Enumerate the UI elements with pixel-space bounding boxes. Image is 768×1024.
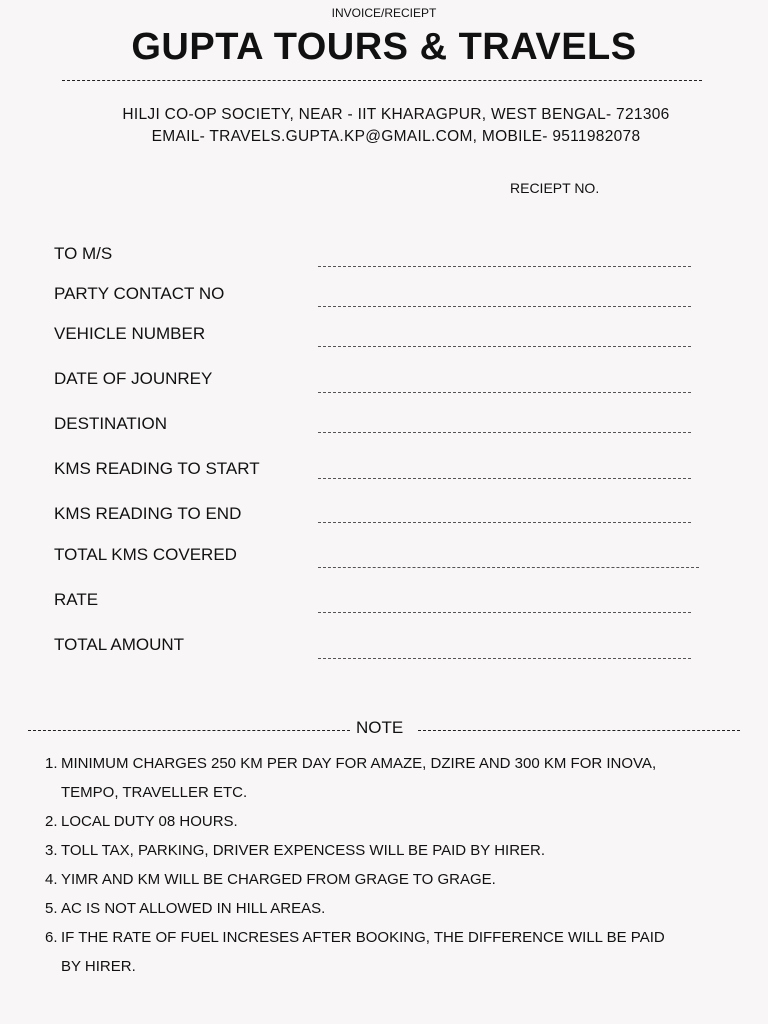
field-label-vehicle-number: VEHICLE NUMBER <box>54 324 206 343</box>
note-item <box>45 894 745 923</box>
field-line-total-kms <box>318 567 699 568</box>
field-line-party-contact <box>318 306 691 307</box>
note-number: 6. <box>45 929 58 946</box>
note-text: MINIMUM CHARGES 250 KM PER DAY FOR AMAZE, DZIRE AND 300 KM FOR INOVA, <box>61 755 657 772</box>
note-divider-right <box>418 730 740 731</box>
receipt-number-label: RECIEPT NO. <box>510 180 600 196</box>
field-line-total-amount <box>318 658 691 659</box>
note-item <box>45 865 745 894</box>
company-contact: EMAIL- TRAVELS.GUPTA.KP@GMAIL.COM, MOBILE- 9511982078 <box>151 128 641 145</box>
company-title: GUPTA TOURS & TRAVELS <box>131 26 637 68</box>
field-label-date-of-journey: DATE OF JOUNREY <box>54 369 213 388</box>
note-divider-left <box>28 730 350 731</box>
document-type-label: INVOICE/RECIEPT <box>331 6 437 20</box>
note-text: AC IS NOT ALLOWED IN HILL AREAS. <box>61 900 326 917</box>
field-label-kms-end: KMS READING TO END <box>54 504 242 523</box>
field-label-party-contact: PARTY CONTACT NO <box>54 284 225 303</box>
company-address: HILJI CO-OP SOCIETY, NEAR - IIT KHARAGPUR, WEST BENGAL- 721306 <box>122 106 670 123</box>
field-line-kms-start <box>318 478 691 479</box>
field-line-kms-end <box>318 522 691 523</box>
field-label-kms-start: KMS READING TO START <box>54 459 260 478</box>
note-heading-text: NOTE <box>356 718 404 737</box>
field-label-total-kms: TOTAL KMS COVERED <box>54 545 237 564</box>
field-label-rate: RATE <box>54 590 99 609</box>
note-text: LOCAL DUTY 08 HOURS. <box>61 813 238 830</box>
note-number: 3. <box>45 842 58 859</box>
field-label-total-amount: TOTAL AMOUNT <box>54 635 185 654</box>
note-item <box>45 836 745 865</box>
note-text-continued: TEMPO, TRAVELLER ETC. <box>61 784 248 801</box>
note-item <box>45 749 745 807</box>
title-divider <box>62 80 702 81</box>
note-item <box>45 807 745 836</box>
field-line-to-ms <box>318 266 691 267</box>
field-line-rate <box>318 612 691 613</box>
note-number: 2. <box>45 813 58 830</box>
field-label-destination: DESTINATION <box>54 414 168 433</box>
field-line-destination <box>318 432 691 433</box>
note-text: YIMR AND KM WILL BE CHARGED FROM GRAGE TO GRAGE. <box>61 871 496 888</box>
note-item <box>45 923 745 981</box>
field-line-date-of-journey <box>318 392 691 393</box>
note-text: IF THE RATE OF FUEL INCRESES AFTER BOOKING, THE DIFFERENCE WILL BE PAID <box>61 929 665 946</box>
note-text: TOLL TAX, PARKING, DRIVER EXPENCESS WILL BE PAID BY HIRER. <box>61 842 546 859</box>
note-text-continued: BY HIRER. <box>61 958 136 975</box>
note-number: 4. <box>45 871 58 888</box>
note-number: 1. <box>45 755 58 772</box>
field-label-to-ms: TO M/S <box>54 244 113 263</box>
note-number: 5. <box>45 900 58 917</box>
note-heading <box>0 718 768 740</box>
field-line-vehicle-number <box>318 346 691 347</box>
